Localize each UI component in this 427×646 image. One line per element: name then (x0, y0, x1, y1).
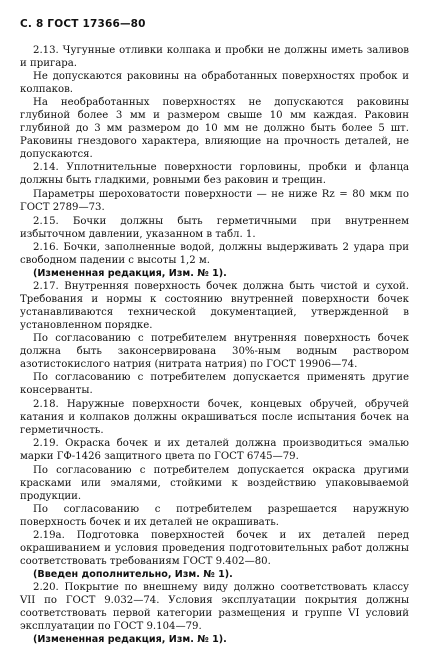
paragraph-2-14: 2.14. Уплотнительные поверхности горловины, пробки и фланца должны быть гладкими, ровными без раковин и трещин. (20, 162, 409, 187)
paragraph-2-19-no-paint: По согласованию с потребителем разрешается наружную поверхность бочек и их деталей не окрашивать. (20, 503, 409, 528)
paragraph-2-15: 2.15. Бочки должны быть герметичными при внутреннем избыточном давлении, указанном в табл. 1. (20, 215, 409, 240)
paragraph-2-16: 2.16. Бочки, заполненные водой, должны выдерживать 2 удара при свободном падении с высоты 1,2 м. (20, 241, 409, 266)
paragraph-2-13-cavities-machined: Не допускаются раковины на обработанных поверхностях пробок и колпаков. (20, 71, 409, 96)
paragraph-2-19a: 2.19а. Подготовка поверхностей бочек и их деталей перед окрашиванием и условия проведения подготовительных работ должны соответствовать требованиям ГОСТ 9.402—80. (20, 529, 409, 567)
amendment-note-2-19a: (Введен дополнительно, Изм. № 1). (33, 568, 233, 580)
paragraph-2-13-cavities-unmachined: На необработанных поверхностях не допускаются раковины глубиной более 3 мм и размером свыше 10 мм каждая. Раковин глубиной до 3 мм размером до 10 мм не должно быть более 5 шт. Раковины гнездового характера, влияющие на прочность деталей, не допускаются. (20, 97, 409, 161)
paragraph-2-20: 2.20. Покрытие по внешнему виду должно соответствовать классу VII по ГОСТ 9.032—74. Условия эксплуатации покрытия должны соответствовать первой категории размещения и группе VI условий эксплуатации по ГОСТ 9.104—79. (20, 581, 409, 633)
paragraph-2-13: 2.13. Чугунные отливки колпака и пробки не должны иметь заливов и пригара. (20, 45, 409, 70)
paragraph-2-19-other-paints: По согласованию с потребителем допускается окраска другими красками или эмалями, стойкими к воздействию упаковываемой продукции. (20, 464, 409, 502)
document-body (20, 44, 409, 646)
paragraph-2-18: 2.18. Наружные поверхности бочек, концевых обручей, обручей катания и колпаков должны окрашиваться после испытания бочек на герметичность. (20, 399, 409, 437)
amendment-note-2-16: (Измененная редакция, Изм. № 1). (33, 267, 227, 279)
paragraph-2-17: 2.17. Внутренняя поверхность бочек должна быть чистой и сухой. Требования и нормы к состоянию внутренней поверхности бочек устанавливаются технической документацией, утвержденной в установленном порядке. (20, 280, 409, 331)
amendment-note-2-20: (Измененная редакция, Изм. № 1). (33, 634, 227, 646)
paragraph-2-19: 2.19. Окраска бочек и их деталей должна производиться эмалью марки ГФ-1426 защитного цвета по ГОСТ 6745—79. (20, 438, 409, 463)
page-header: С. 8 ГОСТ 17366—80 (20, 18, 146, 30)
paragraph-2-17-other-preservatives: По согласованию с потребителем допускается применять другие консерванты. (20, 372, 409, 397)
paragraph-2-17-conservation: По согласованию с потребителем внутренняя поверхность бочек должна быть законсервирована 30%-ным водным раствором азотистокислого натрия (нитрата натрия) по ГОСТ 19906—74. (20, 333, 409, 371)
paragraph-2-14-roughness: Параметры шероховатости поверхности — не ниже Rz = 80 мкм по ГОСТ 2789—73. (20, 188, 409, 213)
